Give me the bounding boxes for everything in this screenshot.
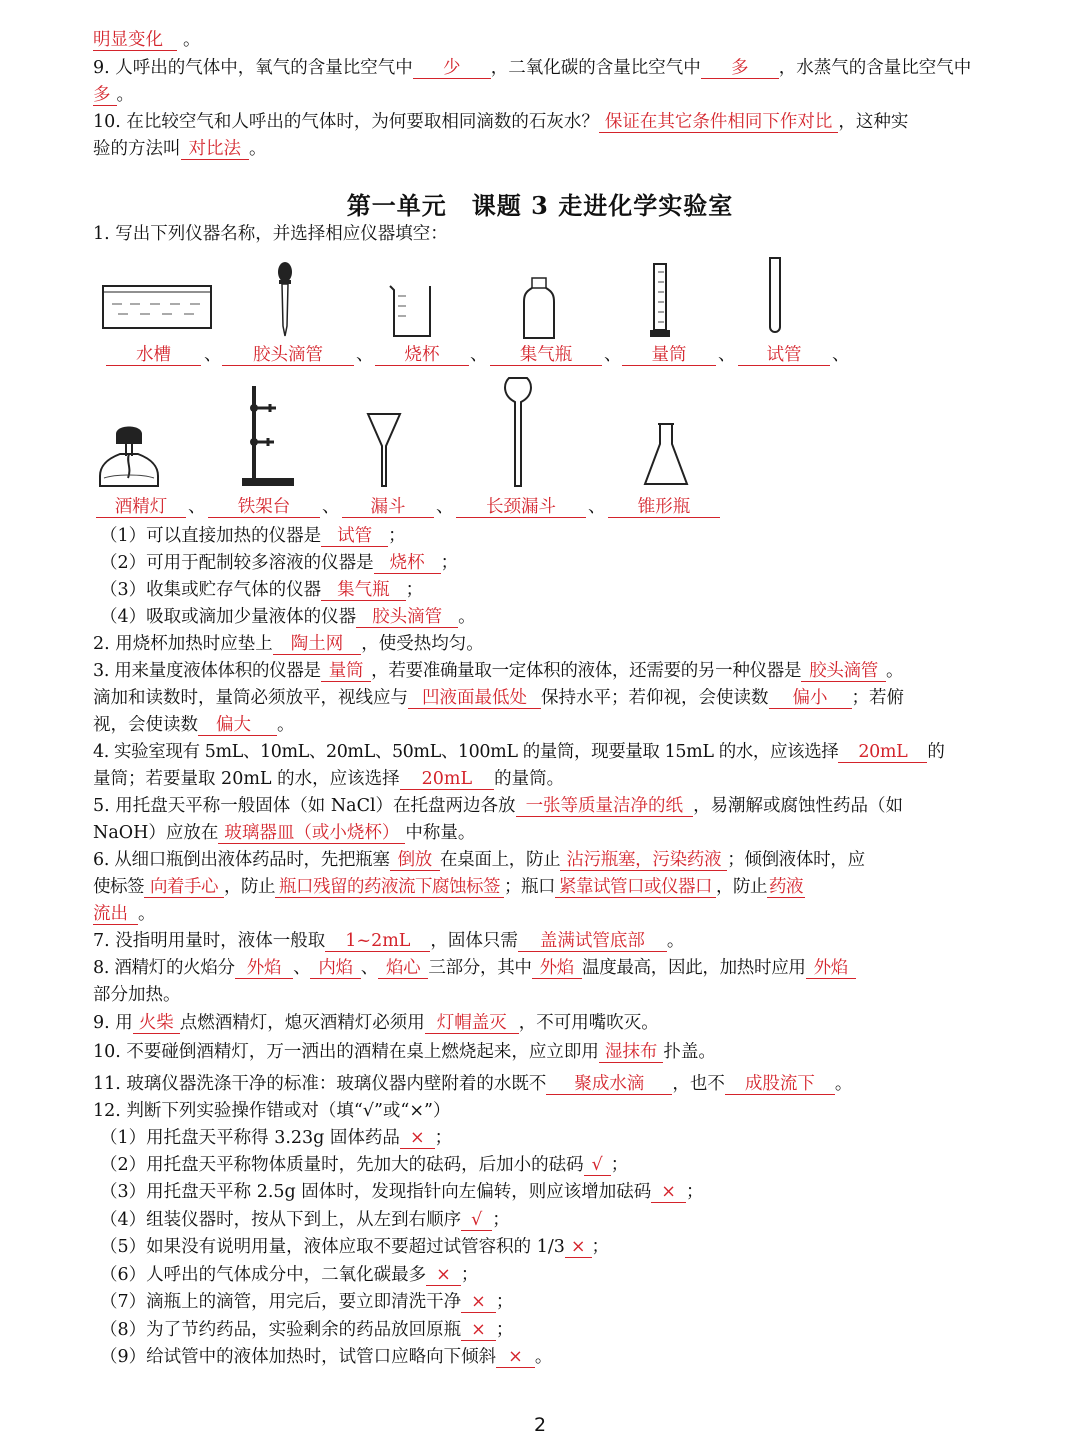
answer: 量筒 bbox=[321, 661, 371, 682]
answer: 凹液面最低处 bbox=[408, 688, 541, 709]
answer: 流出 bbox=[93, 904, 138, 925]
question-12-intro: 12. 判断下列实验操作错或对（填“√”或“×”） bbox=[93, 1101, 451, 1121]
question-9: 9. 用 火柴 点燃酒精灯，熄灭酒精灯必须用 灯帽盖灭 ，不可用嘴吹灭。 bbox=[93, 1013, 659, 1033]
question-9-top: 9. 人呼出的气体中，氧气的含量比空气中 少 ，二氧化碳的含量比空气中 多 ，水蒸气的含量比空气中 bbox=[93, 58, 972, 78]
label-cylinder: 量筒 bbox=[622, 345, 716, 366]
label-funnel: 漏斗 bbox=[342, 497, 434, 518]
answer: 外焰 bbox=[532, 958, 582, 979]
q12-item: （3）用托盘天平称 2.5g 固体时，发现指针向左偏转，则应该增加砝码 × ； bbox=[100, 1182, 704, 1202]
test-tube-icon bbox=[765, 255, 785, 339]
answer: 烧杯 bbox=[374, 553, 441, 574]
answer: × bbox=[496, 1347, 535, 1368]
beaker-icon bbox=[386, 282, 436, 340]
q12-item: （4）组装仪器时，按从下到上，从左到右顺序 √ ； bbox=[100, 1210, 510, 1230]
label-water-trough: 水槽 bbox=[106, 345, 201, 366]
answer: 偏小 bbox=[769, 688, 852, 709]
answer: 沾污瓶塞，污染药液 bbox=[560, 850, 727, 871]
answer: 胶头滴管 bbox=[356, 607, 458, 628]
answer: 多 bbox=[93, 85, 117, 106]
question-6-line1: 6. 从细口瓶倒出液体药品时，先把瓶塞 倒放 在桌面上，防止 沾污瓶塞，污染药液 ；倾倒液体时，应 bbox=[93, 850, 865, 870]
answer: 1~2mL bbox=[325, 931, 430, 952]
answer: 外焰 bbox=[806, 958, 856, 979]
q12-item: （7）滴瓶上的滴管，用完后，要立即清洗干净 × ； bbox=[100, 1292, 514, 1312]
answer: 少 bbox=[413, 58, 491, 79]
long-neck-funnel-icon bbox=[503, 374, 533, 490]
question-4-line1: 4. 实验室现有 5mL、10mL、20mL、50mL、100mL 的量筒，现要量取 15mL 的水，应该选择 20mL 的 bbox=[93, 742, 945, 762]
q1-sub3: （3）收集或贮存气体的仪器 集气瓶 ； bbox=[100, 580, 424, 600]
answer: 盖满试管底部 bbox=[518, 931, 667, 952]
answer: 偏大 bbox=[198, 715, 277, 736]
question-8-line2: 部分加热。 bbox=[93, 985, 181, 1005]
answer: 聚成水滴 bbox=[546, 1074, 672, 1095]
answer: 灯帽盖灭 bbox=[425, 1013, 519, 1034]
answer: × bbox=[461, 1320, 496, 1341]
answer: 成股流下 bbox=[725, 1074, 835, 1095]
instrument-labels-row1: 水槽 、 胶头滴管 、 烧杯 、 集气瓶 、 量筒 、 试管 、 bbox=[0, 344, 1080, 368]
question-5-line1: 5. 用托盘天平称一般固体（如 NaCl）在托盘两边各放 一张等质量洁净的纸 ，易潮解或腐蚀性药品（如 bbox=[93, 796, 904, 816]
answer: 对比法 bbox=[181, 139, 250, 160]
question-10-top-cont: 验的方法叫 对比法 。 bbox=[93, 139, 267, 159]
question-2: 2. 用烧杯加热时应垫上 陶土网 ，使受热均匀。 bbox=[93, 634, 484, 654]
answer: 湿抹布 bbox=[599, 1042, 664, 1063]
question-10: 10. 不要碰倒酒精灯，万一洒出的酒精在桌上燃烧起来，应立即用 湿抹布 扑盖。 bbox=[93, 1042, 716, 1062]
gas-bottle-icon bbox=[521, 276, 557, 342]
answer: × bbox=[426, 1265, 461, 1286]
answer: 胶头滴管 bbox=[801, 661, 886, 682]
q1-sub2: （2）可用于配制较多溶液的仪器是 烧杯 ； bbox=[100, 553, 459, 573]
q12-item: （1）用托盘天平称得 3.23g 固体药品 × ； bbox=[100, 1128, 453, 1148]
section-title: 第一单元 课题 3 走进化学实验室 bbox=[346, 191, 734, 220]
question-3-line2: 滴加和读数时，量筒必须放平，视线应与 凹液面最低处 保持水平；若仰视，会使读数 偏小 ；若俯 bbox=[93, 688, 904, 708]
iron-stand-icon bbox=[240, 384, 296, 490]
answer: 玻璃器皿（或小烧杯） bbox=[218, 823, 405, 844]
answer: √ bbox=[461, 1210, 492, 1231]
answer: 试管 bbox=[321, 526, 388, 547]
answer: × bbox=[651, 1182, 686, 1203]
answer: × bbox=[400, 1128, 435, 1149]
q1-sub4: （4）吸取或滴加少量液体的仪器 胶头滴管 。 bbox=[100, 607, 476, 627]
answer: 瓶口残留的药液流下腐蚀标签 bbox=[275, 877, 504, 898]
answer: 保证在其它条件相同下作对比 bbox=[599, 112, 839, 133]
answer: 火柴 bbox=[133, 1013, 180, 1034]
q12-item: （6）人呼出的气体成分中，二氧化碳最多 × ； bbox=[100, 1265, 479, 1285]
label-alcohol-lamp: 酒精灯 bbox=[96, 497, 186, 518]
instrument-labels-row2: 酒精灯 、 铁架台 、 漏斗 、 长颈漏斗 、 锥形瓶 bbox=[0, 496, 1080, 520]
question-8-line1: 8. 酒精灯的火焰分 外焰 、 内焰 、 焰心 三部分，其中 外焰 温度最高，因此，加热时应用 外焰 bbox=[93, 956, 993, 980]
water-trough-icon bbox=[100, 282, 215, 332]
label-test-tube: 试管 bbox=[738, 345, 830, 366]
answer: 外焰 bbox=[235, 958, 293, 979]
label-long-neck-funnel: 长颈漏斗 bbox=[456, 497, 586, 518]
answer: 明显变化 bbox=[93, 30, 177, 51]
conical-flask-icon bbox=[642, 420, 690, 488]
answer: 陶土网 bbox=[273, 634, 362, 655]
q12-item: （2）用托盘天平称物体质量时，先加大的砝码，后加小的砝码 √ ； bbox=[100, 1155, 629, 1175]
funnel-icon bbox=[366, 410, 402, 488]
answer: 20mL bbox=[838, 742, 927, 763]
answer: √ bbox=[584, 1155, 611, 1176]
answer: × bbox=[461, 1292, 496, 1313]
alcohol-lamp-icon bbox=[96, 418, 162, 490]
label-beaker: 烧杯 bbox=[375, 345, 469, 366]
answer: 多 bbox=[701, 58, 779, 79]
answer: 药液 bbox=[769, 877, 803, 897]
q12-item: （5）如果没有说明用量，液体应取不要超过试管容积的 1/3 × ； bbox=[100, 1237, 610, 1257]
question-5-line2: NaOH）应放在 玻璃器皿（或小烧杯） 中称量。 bbox=[93, 823, 476, 843]
dropper-icon bbox=[273, 260, 297, 338]
question-3-line3: 视，会使读数 偏大 。 bbox=[93, 715, 295, 735]
answer: 20mL bbox=[400, 769, 494, 790]
q1-sub1: （1）可以直接加热的仪器是 试管 ； bbox=[100, 526, 406, 546]
measuring-cylinder-icon bbox=[648, 262, 672, 340]
question-4-line2: 量筒；若要量取 20mL 的水，应该选择 20mL 的量筒。 bbox=[93, 769, 565, 789]
question-6-line2: 使标签 向着手心 ，防止 瓶口残留的药液流下腐蚀标签 ；瓶口 紧靠试管口或仪器口 ，防止 药液 bbox=[93, 877, 803, 897]
answer: 一张等质量洁净的纸 bbox=[516, 796, 694, 817]
q12-item: （8）为了节约药品，实验剩余的药品放回原瓶 × ； bbox=[100, 1320, 514, 1340]
prev-line: 明显变化 。 bbox=[93, 30, 201, 50]
question-9-top-cont: 多 。 bbox=[93, 85, 134, 105]
answer: 紧靠试管口或仪器口 bbox=[555, 877, 716, 898]
label-gas-bottle: 集气瓶 bbox=[490, 345, 602, 366]
answer: 向着手心 bbox=[144, 877, 224, 898]
question-3-line1: 3. 用来量度液体体积的仪器是 量筒 ，若要准确量取一定体积的液体，还需要的另一种仪器是 胶头滴管 。 bbox=[93, 661, 904, 681]
answer: 倒放 bbox=[390, 850, 440, 871]
question-1-intro: 1. 写出下列仪器名称，并选择相应仪器填空： bbox=[93, 224, 448, 244]
label-dropper: 胶头滴管 bbox=[222, 345, 354, 366]
label-iron-stand: 铁架台 bbox=[208, 497, 320, 518]
question-7: 7. 没指明用量时，液体一般取 1~2mL ，固体只需 盖满试管底部 。 bbox=[93, 931, 685, 951]
q12-item: （9）给试管中的液体加热时，试管口应略向下倾斜 × 。 bbox=[100, 1347, 553, 1367]
question-6-line3: 流出 。 bbox=[93, 904, 156, 924]
answer: 内焰 bbox=[310, 958, 360, 979]
answer: 集气瓶 bbox=[321, 580, 406, 601]
answer: 焰心 bbox=[378, 958, 428, 979]
page-number: 2 bbox=[533, 1414, 547, 1436]
answer: × bbox=[565, 1237, 592, 1258]
label-conical-flask: 锥形瓶 bbox=[608, 497, 720, 518]
question-10-top: 10. 在比较空气和人呼出的气体时，为何要取相同滴数的石灰水？ 保证在其它条件相同下作对比 ，这种实 bbox=[93, 112, 909, 132]
question-11: 11. 玻璃仪器洗涤干净的标准：玻璃仪器内壁附着的水既不 聚成水滴 ，也不 成股流下 。 bbox=[93, 1074, 853, 1094]
